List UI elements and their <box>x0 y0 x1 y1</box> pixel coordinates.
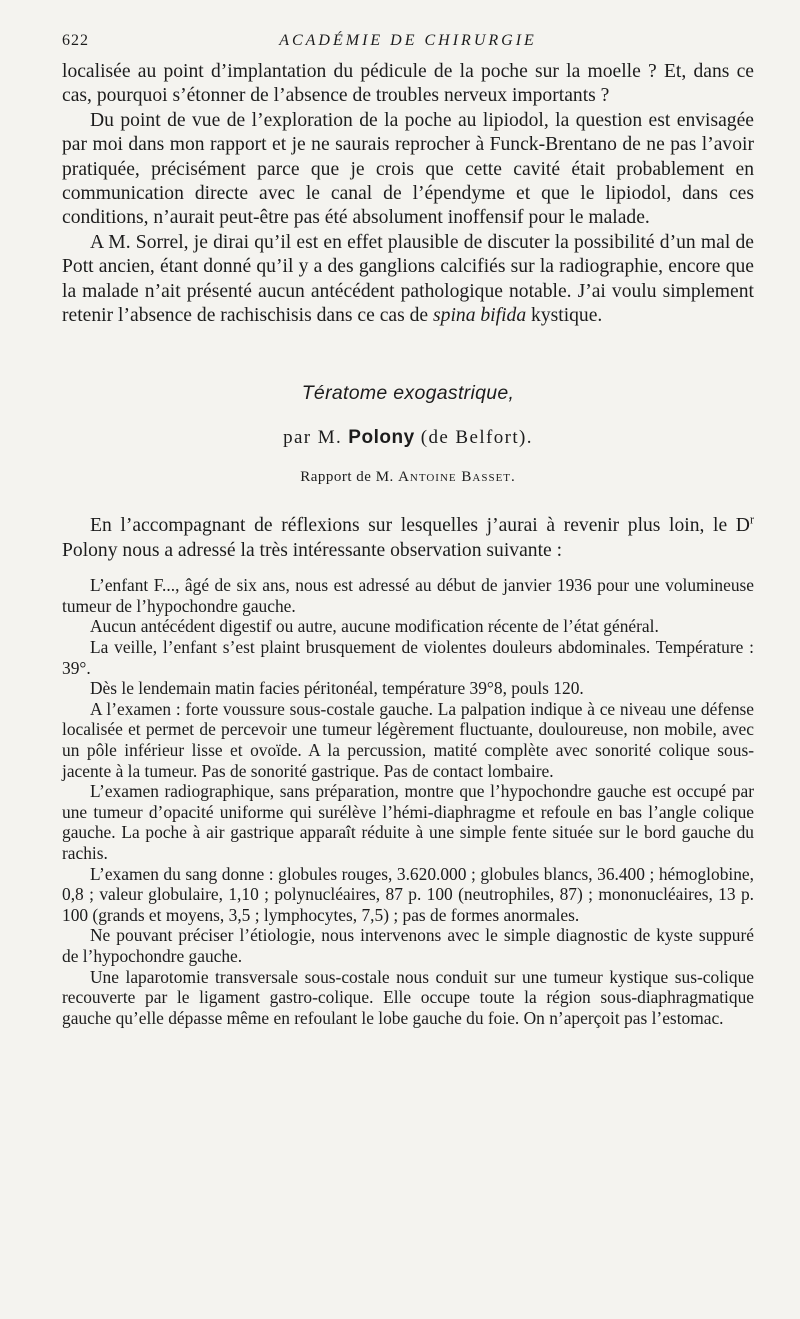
obs-paragraph: Une laparotomie transversale sous-costale nous conduit sur une tumeur kystique sus-colique recouverte par le ligament gastro-colique. Elle occupe toute la région sous-diaphragmatique gauche qu’elle dépasse même en refoulant le lobe gauche du foie. On n’aperçoit pas l’estomac. <box>62 966 754 1028</box>
report-line <box>62 469 754 486</box>
observation <box>62 575 754 1028</box>
byline-suffix: (de Belfort). <box>420 427 533 449</box>
intro-paragraph <box>62 514 754 563</box>
obs-paragraph: L’examen du sang donne : globules rouges, 3.620.000 ; globules blancs, 36.400 ; hémoglobine, 0,8 ; valeur globulaire, 1,10 ; polynucléaires, 87 p. 100 (neutrophiles, 87) ; mononucléaires, 13 p. 100 (grands et moyens, 3,5 ; lymphocytes, 7,5) ; pas de formes anormales. <box>62 863 754 925</box>
intro-text-end: Polony nous a adressé la très intéressante observation suivante : <box>62 539 563 561</box>
page <box>62 26 754 1028</box>
report-prefix: Rapport de M. <box>300 469 394 486</box>
intro-text: En l’accompagnant de réflexions sur lesquelles j’aurai à revenir plus loin, le D <box>90 515 750 537</box>
obs-paragraph: L’enfant F..., âgé de six ans, nous est adressé au début de janvier 1936 pour une volumineuse tumeur de l’hypochondre gauche. <box>62 575 754 616</box>
sorrel-italic: spina bifida <box>433 305 527 327</box>
article-title: Tératome exogastrique, <box>301 382 515 405</box>
obs-paragraph: Aucun antécédent digestif ou autre, aucune modification récente de l’état général. <box>90 616 659 637</box>
byline-prefix: par M. <box>283 427 343 449</box>
page-header <box>62 26 754 60</box>
obs-paragraph: A l’examen : forte voussure sous-costale gauche. La palpation indique à ce niveau une défense localisée et permet de percevoir une tumeur légèrement fluctuante, douloureuse, non mobile, avec un pôle inférieur lisse et ovoïde. A la percussion, matité complète avec sonorité colique sous-jacente à la tumeur. Pas de sonorité gastrique. Pas de contact lombaire. <box>62 698 754 781</box>
obs-paragraph: Ne pouvant préciser l’étiologie, nous intervenons avec le simple diagnostic de kyste suppuré de l’hypochondre gauche. <box>62 925 754 966</box>
obs-paragraph: L’examen radiographique, sans préparation, montre que l’hypochondre gauche est occupé par une tumeur d’opacité uniforme qui surélève l’hémi-diaphragme et refoule en bas l’angle colique gauche. La poche à air gastrique apparaît réduite à une simple fente située sur le bord gauche du rachis. <box>62 781 754 863</box>
reporter-name: Antoine Basset. <box>398 469 516 486</box>
paragraph-sorrel <box>62 231 754 329</box>
page-number: 622 <box>62 32 89 49</box>
paragraph-lipiodol: Du point de vue de l’exploration de la poche au lipiodol, la question est envisagée par moi dans mon rapport et je ne saurais reprocher à Funck-Brentano de ne pas l’avoir pratiquée, précisément parce que je crois que cette cavité était probablement en communication directe avec le canal de l’épendyme et que le lipiodol, dans ces conditions, n’aurait peut-être pas été absolument inoffensif pour le malade. <box>62 109 754 229</box>
byline <box>62 427 754 449</box>
intro-sup: r <box>749 512 754 527</box>
author-name: Polony <box>348 427 415 449</box>
sorrel-text: A M. Sorrel, je dirai qu’il est en effet plausible de discuter la possibilité d’un mal de Pott ancien, étant donné qu’il y a des ganglions calcifiés sur la radiographie, encore que la malade n’ait présenté aucun antécédent pathologique notable. J’ai voulu simplement retenir l’absence de rachischisis dans ce cas de <box>62 231 754 327</box>
paragraph-continuation: localisée au point d’implantation du pédicule de la poche sur la moelle ? Et, dans ce cas, pourquoi s’étonner de l’absence de troubles nerveux importants ? <box>62 61 754 107</box>
obs-paragraph: Dès le lendemain matin facies péritonéal, température 39°8, pouls 120. <box>90 678 584 699</box>
obs-paragraph: La veille, l’enfant s’est plaint brusquement de violentes douleurs abdominales. Température : 39°. <box>62 637 754 678</box>
running-title: ACADÉMIE DE CHIRURGIE <box>279 32 537 49</box>
sorrel-text-end: kystique. <box>531 305 603 327</box>
